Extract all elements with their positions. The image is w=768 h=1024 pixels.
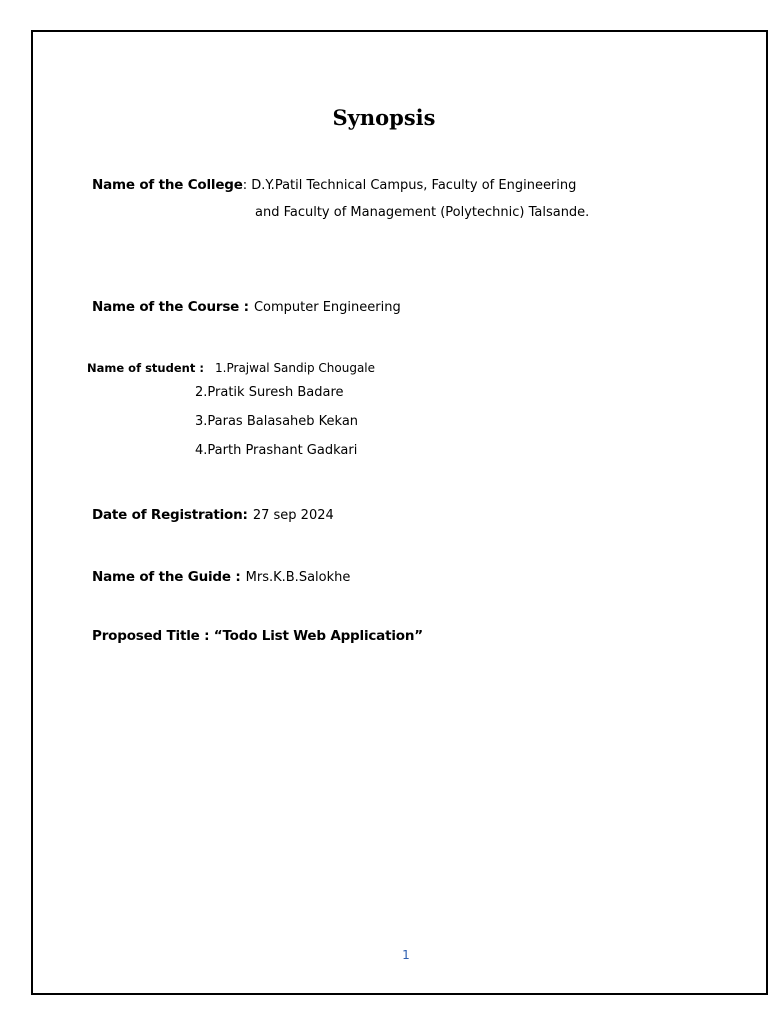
document-title: Synopsis: [332, 105, 436, 130]
students-label: Name of student :: [87, 361, 204, 375]
student-name: 2.Pratik Suresh Badare: [195, 385, 344, 400]
registration-value: 27 sep 2024: [252, 508, 334, 523]
course-value: Computer Engineering: [253, 300, 401, 315]
student-name: 3.Paras Balasaheb Kekan: [195, 414, 359, 429]
student-name: 4.Parth Prashant Gadkari: [195, 443, 358, 458]
student-name: 1.Prajwal Sandip Chougale: [215, 361, 376, 375]
students-line: [87, 357, 375, 376]
guide-label: Name of the Guide :: [92, 569, 241, 585]
course-line: [92, 296, 401, 315]
guide-line: [92, 566, 350, 585]
course-label: Name of the Course :: [92, 299, 249, 315]
college-label: Name of the College: [92, 177, 243, 193]
registration-line: [92, 504, 334, 523]
guide-value: Mrs.K.B.Salokhe: [245, 570, 351, 585]
registration-label: Date of Registration:: [92, 507, 248, 523]
page-number: 1: [402, 948, 410, 962]
college-line: [92, 174, 576, 193]
college-value-continued: and Faculty of Management (Polytechnic) Talsande.: [255, 205, 590, 220]
college-value: : D.Y.Patil Technical Campus, Faculty of Engineering: [242, 178, 577, 193]
proposed-title: Proposed Title : “Todo List Web Application”: [92, 628, 423, 644]
